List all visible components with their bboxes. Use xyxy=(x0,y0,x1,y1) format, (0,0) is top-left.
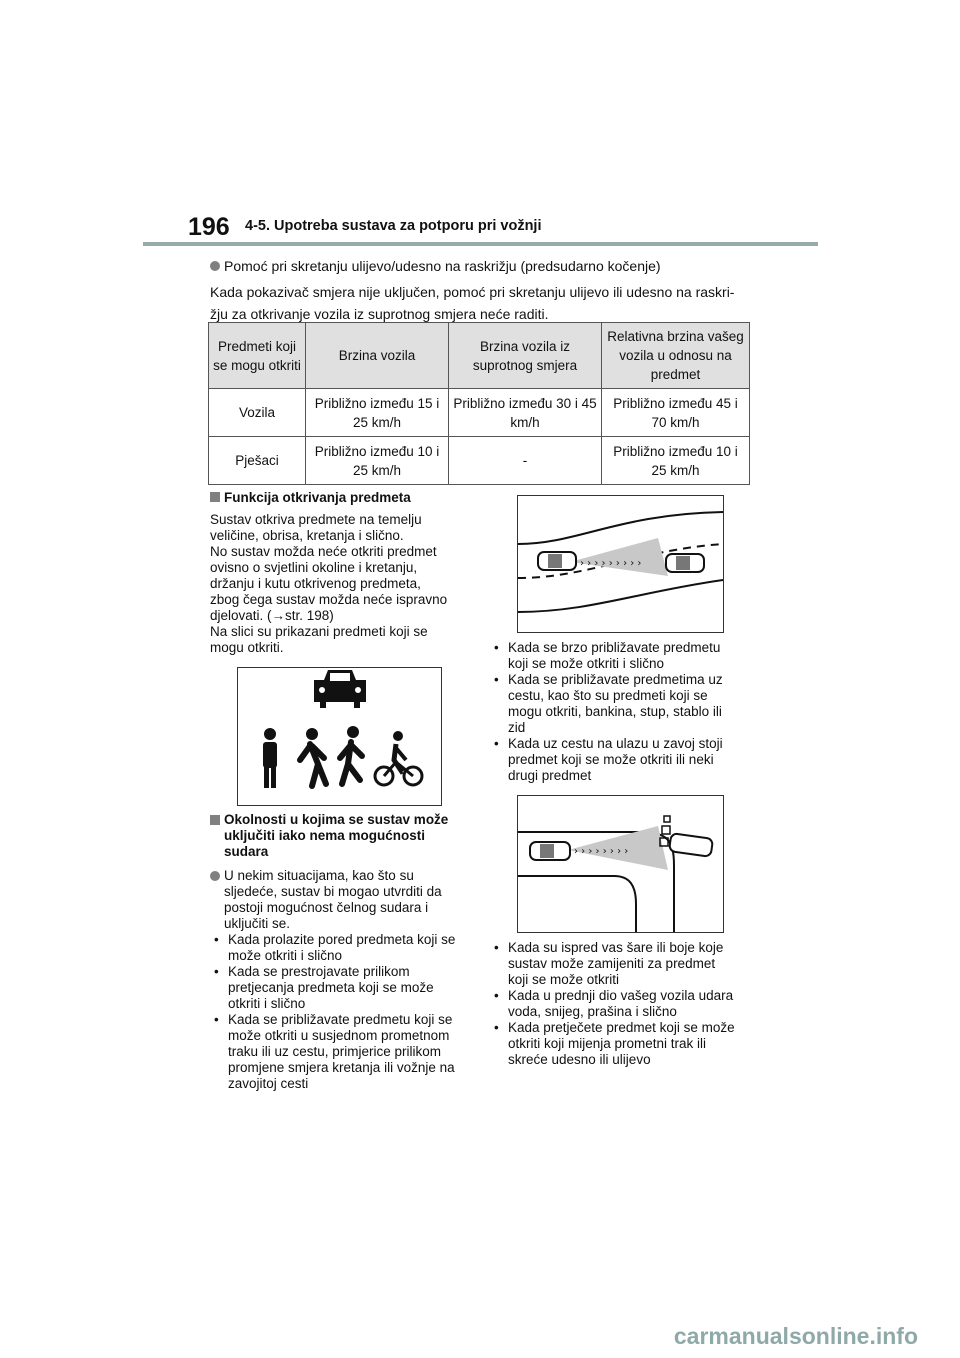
text-line: No sustav možda neće otkriti predmet xyxy=(210,544,437,559)
table-row xyxy=(209,389,750,437)
intro-bullet-text: Pomoć pri skretanju ulijevo/udesno na raskrižju (predsudarno kočenje) xyxy=(224,258,661,274)
table-cell: Približno između 10 i 25 km/h xyxy=(306,437,449,485)
svg-text:› › › › › › › › ›: › › › › › › › › › xyxy=(580,558,642,569)
list-item: • Kada uz cestu na ulazu u zavoj stoji predmet koji se može otkriti ili neki drugi predmet xyxy=(490,736,752,784)
pedestrian-standing-icon xyxy=(263,728,277,788)
heading-detection xyxy=(210,490,478,506)
sensor-beam xyxy=(570,538,668,576)
table-cell: Pješaci xyxy=(209,437,306,485)
turn-road-figure xyxy=(517,795,724,933)
speed-table xyxy=(208,322,750,485)
text-line: uključiti se. xyxy=(224,916,291,931)
target-car-icon xyxy=(666,554,704,572)
table-cell: Približno između 15 i 25 km/h xyxy=(306,389,449,437)
detectable-objects-illustration xyxy=(238,668,441,805)
table-header-row xyxy=(209,323,750,389)
list-item: • Kada u prednji dio vašeg vozila udara voda, snijeg, prašina i slično xyxy=(490,988,752,1020)
list-item: • Kada se prestrojavate prilikom pretjecanja predmeta koji se može otkriti i slično xyxy=(210,964,478,1012)
heading-line: sudara xyxy=(224,844,269,859)
intro-bullet xyxy=(210,256,661,276)
text-line: mogu otkriti. xyxy=(210,640,284,655)
curve-road-figure xyxy=(517,495,724,633)
pedestrian-walking-icon xyxy=(300,728,326,786)
svg-text:› › › › › › › ›: › › › › › › › › xyxy=(574,846,629,857)
circumstances-list xyxy=(490,940,752,1068)
list-item: • Kada prolazite pored predmeta koji se može otkriti i slično xyxy=(210,932,478,964)
table-row xyxy=(209,437,750,485)
text-line: postoji mogućnost čelnog sudara i xyxy=(224,900,429,915)
list-item: • Kada pretječete predmet koji se može otkriti koji mijenja prometni trak ili skreće udesno ili ulijevo xyxy=(490,1020,752,1068)
section-title: 4-5. Upotreba sustava za potporu pri vožnji xyxy=(245,218,542,234)
table-header-cell: Brzina vozila xyxy=(306,323,449,389)
heading-line: uključiti iako nema mogućnosti xyxy=(224,828,426,843)
table-cell: Vozila xyxy=(209,389,306,437)
circumstances-list xyxy=(490,640,752,784)
header-rule xyxy=(143,242,818,246)
curved-road-illustration xyxy=(518,496,723,632)
intro-line-2: žju za otkrivanje vozila iz suprotnog smjera neće raditi. xyxy=(210,306,549,322)
objects-figure xyxy=(237,667,442,806)
own-car-icon xyxy=(530,842,570,860)
table-cell: - xyxy=(449,437,602,485)
pedestrian-running-icon xyxy=(340,726,362,784)
right-list-1 xyxy=(490,640,752,784)
detection-paragraph xyxy=(210,512,478,656)
circumstances-list xyxy=(210,932,478,1092)
text-line: Sustav otkriva predmete na temelju xyxy=(210,512,422,527)
table-cell: Približno između 10 i 25 km/h xyxy=(602,437,750,485)
text-line: Na slici su prikazani predmeti koji se xyxy=(210,624,428,639)
text-line: držanju i kutu otkrivenog predmeta, xyxy=(210,576,421,591)
table-header-cell: Brzina vozila iz suprotnog smjera xyxy=(449,323,602,389)
page-number: 196 xyxy=(188,213,230,241)
right-list-2 xyxy=(490,940,752,1068)
cyclist-icon xyxy=(375,731,422,785)
table-cell: Približno između 30 i 45 km/h xyxy=(449,389,602,437)
heading-line: Okolnosti u kojima se sustav može xyxy=(224,812,449,827)
left-column-lower xyxy=(210,812,478,1092)
table-header-cell: Relativna brzina vašeg vozila u odnosu na predmet xyxy=(602,323,750,389)
bullet-icon xyxy=(210,871,220,881)
left-column xyxy=(210,490,478,656)
list-item: • Kada se približavate predmetu koji se može otkriti u susjednom prometnom traku ili uz cestu, primjerice prilikom promjene smjera kretanja ili vožnje na zavojitoj cesti xyxy=(210,1012,478,1092)
own-car-icon xyxy=(538,552,576,570)
bullet-icon xyxy=(210,261,220,271)
intro-line-1: Kada pokazivač smjera nije uključen, pomoć pri skretanju ulijevo ili udesno na raskri- xyxy=(210,284,735,300)
text-line: sljedeće, sustav bi mogao utvrditi da xyxy=(224,884,442,899)
list-item: • Kada se brzo približavate predmetu koji se može otkriti i slično xyxy=(490,640,752,672)
list-item: • Kada se približavate predmetima uz cestu, kao što su predmeti koji se mogu otkriti, bankina, stup, stablo ili zid xyxy=(490,672,752,736)
table-header-cell: Predmeti koji se mogu otkriti xyxy=(209,323,306,389)
text-line: ovisno o svjetlini okoline i kretanju, xyxy=(210,560,418,575)
text-line: zbog čega sustav možda neće ispravno xyxy=(210,592,448,607)
heading-circumstances xyxy=(210,812,478,860)
watermark: carmanualsonline.info xyxy=(673,1323,918,1349)
square-bullet-icon xyxy=(210,492,220,502)
target-car-icon xyxy=(669,833,713,857)
text-line: veličine, obrisa, kretanja i slično. xyxy=(210,528,404,543)
text-line: djelovati. (→str. 198) xyxy=(210,608,334,623)
list-item: • Kada su ispred vas šare ili boje koje sustav može zamijeniti za predmet koji se može otkriti xyxy=(490,940,752,988)
table-cell: Približno između 45 i 70 km/h xyxy=(602,389,750,437)
text-line: U nekim situacijama, kao što su xyxy=(224,868,414,883)
turning-road-illustration xyxy=(518,796,723,932)
square-bullet-icon xyxy=(210,815,220,825)
circumstances-paragraph xyxy=(210,868,478,932)
heading-detection-text: Funkcija otkrivanja predmeta xyxy=(224,490,411,505)
car-icon xyxy=(314,670,366,708)
